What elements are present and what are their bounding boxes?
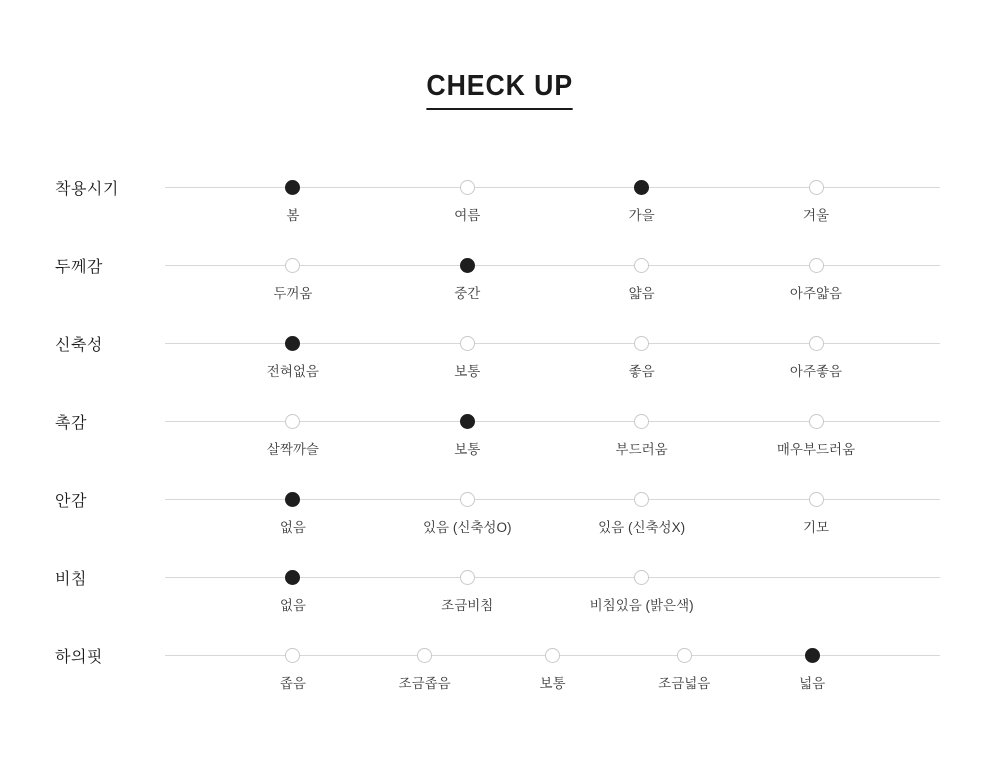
option-item[interactable]	[218, 394, 368, 458]
option-item[interactable]	[741, 160, 891, 224]
radio-unselected-icon[interactable]	[634, 336, 649, 351]
option-group	[165, 550, 940, 628]
option-item[interactable]	[741, 238, 891, 302]
option-label: 보통	[539, 676, 566, 691]
option-label: 좋음	[628, 364, 655, 379]
radio-unselected-icon[interactable]	[809, 258, 824, 273]
radio-unselected-icon[interactable]	[417, 648, 432, 663]
option-group	[165, 472, 940, 550]
radio-unselected-icon[interactable]	[809, 180, 824, 195]
option-item[interactable]	[392, 316, 542, 380]
option-item[interactable]	[218, 160, 368, 224]
radio-selected-icon[interactable]	[460, 258, 475, 273]
option-label: 아주좋음	[789, 364, 843, 379]
option-label: 조금비침	[441, 598, 494, 613]
option-label: 보통	[454, 442, 481, 457]
option-item[interactable]	[567, 472, 717, 536]
attribute-row	[0, 472, 1000, 550]
page-title: CHECK UP	[427, 70, 574, 110]
attribute-label: 신축성	[55, 337, 103, 354]
option-item[interactable]	[392, 394, 542, 458]
radio-unselected-icon[interactable]	[634, 258, 649, 273]
option-label: 봄	[286, 208, 300, 223]
option-item[interactable]	[218, 628, 368, 692]
option-group	[165, 238, 940, 316]
radio-selected-icon[interactable]	[285, 570, 300, 585]
radio-unselected-icon[interactable]	[634, 414, 649, 429]
radio-selected-icon[interactable]	[285, 180, 300, 195]
option-item[interactable]	[218, 316, 368, 380]
attribute-label: 착용시기	[55, 181, 119, 198]
option-label: 보통	[454, 364, 481, 379]
option-group	[165, 160, 940, 238]
option-item[interactable]	[218, 472, 368, 536]
option-label: 매우부드러움	[776, 442, 856, 457]
option-label: 아주얇음	[789, 286, 843, 301]
option-label: 넓음	[799, 676, 826, 691]
option-label: 중간	[454, 286, 481, 301]
radio-unselected-icon[interactable]	[809, 492, 824, 507]
radio-unselected-icon[interactable]	[634, 492, 649, 507]
option-label: 얇음	[628, 286, 655, 301]
option-item[interactable]	[567, 550, 717, 614]
radio-unselected-icon[interactable]	[545, 648, 560, 663]
attribute-label: 두께감	[55, 259, 103, 276]
option-item[interactable]	[218, 550, 368, 614]
option-label: 가을	[628, 208, 655, 223]
option-item[interactable]	[567, 394, 717, 458]
radio-unselected-icon[interactable]	[285, 648, 300, 663]
attribute-label: 하의핏	[55, 649, 103, 666]
option-item[interactable]	[567, 316, 717, 380]
option-group	[165, 628, 940, 706]
radio-unselected-icon[interactable]	[809, 336, 824, 351]
attribute-rows	[0, 160, 1000, 706]
radio-unselected-icon[interactable]	[634, 570, 649, 585]
attribute-label: 안감	[55, 493, 87, 510]
option-item[interactable]	[737, 628, 887, 692]
option-item[interactable]	[741, 394, 891, 458]
attribute-row	[0, 394, 1000, 472]
option-item[interactable]	[567, 238, 717, 302]
radio-unselected-icon[interactable]	[285, 414, 300, 429]
radio-unselected-icon[interactable]	[460, 336, 475, 351]
option-group	[165, 316, 940, 394]
radio-unselected-icon[interactable]	[285, 258, 300, 273]
option-label: 조금넓음	[658, 676, 711, 691]
option-item[interactable]	[567, 160, 717, 224]
radio-selected-icon[interactable]	[634, 180, 649, 195]
option-label: 조금좁음	[398, 676, 451, 691]
radio-unselected-icon[interactable]	[677, 648, 692, 663]
option-item[interactable]	[741, 316, 891, 380]
attribute-label: 비침	[55, 571, 87, 588]
attribute-row	[0, 316, 1000, 394]
option-item[interactable]	[478, 628, 628, 692]
radio-unselected-icon[interactable]	[460, 180, 475, 195]
option-label: 비침있음 (밝은색)	[589, 598, 694, 613]
attribute-row	[0, 238, 1000, 316]
option-label: 기모	[802, 520, 830, 535]
option-item[interactable]	[218, 238, 368, 302]
radio-selected-icon[interactable]	[805, 648, 820, 663]
option-label: 겨울	[802, 208, 830, 223]
radio-unselected-icon[interactable]	[809, 414, 824, 429]
option-item[interactable]	[392, 238, 542, 302]
attribute-row	[0, 628, 1000, 706]
page-title-wrap	[0, 70, 1000, 110]
option-item[interactable]	[392, 550, 542, 614]
option-item[interactable]	[741, 472, 891, 536]
option-label: 여름	[454, 208, 481, 223]
option-label: 없음	[279, 520, 306, 535]
option-label: 두꺼움	[273, 286, 313, 301]
option-label: 부드러움	[615, 442, 668, 457]
option-label: 전혀없음	[266, 364, 319, 379]
attribute-label: 촉감	[55, 415, 87, 432]
radio-selected-icon[interactable]	[285, 336, 300, 351]
radio-unselected-icon[interactable]	[460, 492, 475, 507]
radio-selected-icon[interactable]	[285, 492, 300, 507]
option-group	[165, 394, 940, 472]
option-label: 살짝까슬	[266, 442, 319, 457]
option-item[interactable]	[392, 472, 542, 536]
option-label: 좁음	[279, 676, 306, 691]
option-label: 있음 (신축성O)	[423, 520, 512, 535]
option-label: 있음 (신축성X)	[598, 520, 686, 535]
attribute-row	[0, 160, 1000, 238]
radio-unselected-icon[interactable]	[460, 570, 475, 585]
option-label: 없음	[279, 598, 306, 613]
radio-selected-icon[interactable]	[460, 414, 475, 429]
option-item[interactable]	[392, 160, 542, 224]
attribute-row	[0, 550, 1000, 628]
